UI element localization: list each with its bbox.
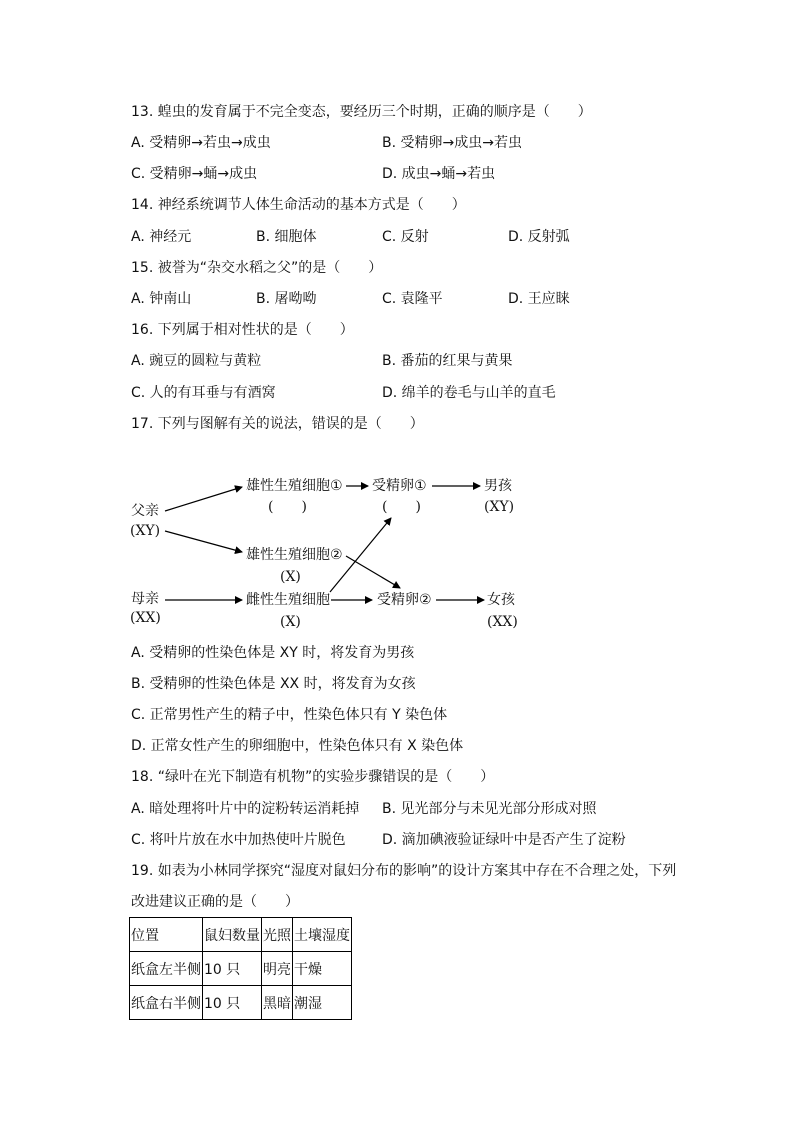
q15-stem: 15. 被誉为“杂交水稻之父”的是（ ） — [131, 260, 383, 276]
q13-option-a: A. 受精卵→若虫→成虫 — [131, 135, 271, 151]
q16-stem: 16. 下列属于相对性状的是（ ） — [131, 322, 354, 338]
q13-option-c: C. 受精卵→蛹→成虫 — [131, 166, 258, 182]
table-row — [130, 986, 352, 1020]
q17-option-d: D. 正常女性产生的卵细胞中，性染色体只有 X 染色体 — [131, 738, 464, 754]
q18-option-c: C. 将叶片放在水中加热使叶片脱色 — [131, 832, 346, 848]
q18-option-a: A. 暗处理将叶片中的淀粉转运消耗掉 — [131, 801, 360, 817]
q18-stem: 18. “绿叶在光下制造有机物”的实验步骤错误的是（ ） — [131, 769, 495, 785]
table-header-cell: 位置 — [130, 918, 203, 952]
male-cell-2-label: 雄性生殖细胞② — [246, 547, 343, 563]
q13-option-d: D. 成虫→蛹→若虫 — [382, 166, 496, 182]
q16-option-d: D. 绵羊的卷毛与山羊的直毛 — [382, 385, 556, 401]
q14-option-c: C. 反射 — [382, 229, 429, 245]
male-cell-1-label: 雄性生殖细胞① — [246, 478, 343, 494]
q14-option-a: A. 神经元 — [131, 229, 192, 245]
table-header-cell: 土壤湿度 — [293, 918, 352, 952]
arrow-father-to-male-cell-2 — [165, 531, 242, 552]
father-genotype: (XY) — [130, 523, 161, 539]
q16-option-c: C. 人的有耳垂与有酒窝 — [131, 385, 276, 401]
mother-genotype: (XX) — [130, 610, 161, 626]
zygote-1-label: 受精卵① — [372, 478, 427, 494]
q16-option-a: A. 豌豆的圆粒与黄粒 — [131, 353, 262, 369]
table-cell: 10 只 — [203, 952, 262, 986]
boy-genotype: (XY) — [484, 499, 515, 515]
q16-option-b: B. 番茄的红果与黄果 — [382, 353, 513, 369]
q18-option-d: D. 滴加碘液验证绿叶中是否产生了淀粉 — [382, 832, 626, 848]
table-header-row — [130, 918, 352, 952]
q17-option-a: A. 受精卵的性染色体是 XY 时，将发育为男孩 — [131, 645, 415, 661]
q17-option-b: B. 受精卵的性染色体是 XX 时，将发育为女孩 — [131, 676, 416, 692]
q18-option-b: B. 见光部分与未见光部分形成对照 — [382, 801, 597, 817]
zygote-1-blank: ( ) — [382, 499, 421, 515]
arrow-father-to-male-cell-1 — [165, 487, 242, 511]
q15-option-d: D. 王应睐 — [508, 291, 570, 307]
table-header-cell: 光照 — [262, 918, 293, 952]
q19-stem-line-1: 19. 如表为小林同学探究“湿度对鼠妇分布的影响”的设计方案其中存在不合理之处，下列 — [131, 863, 677, 879]
table-cell: 干燥 — [293, 952, 352, 986]
table-cell: 明亮 — [262, 952, 293, 986]
male-cell-2-genotype: (X) — [280, 569, 301, 585]
male-cell-1-blank: ( ) — [268, 499, 307, 515]
table-cell: 潮湿 — [293, 986, 352, 1020]
q14-stem: 14. 神经系统调节人体生命活动的基本方式是（ ） — [131, 197, 466, 213]
q14-option-b: B. 细胞体 — [256, 229, 317, 245]
q19-stem-line-2: 改进建议正确的是（ ） — [131, 894, 299, 910]
father-label: 父亲 — [131, 503, 159, 519]
table-header-cell: 鼠妇数量 — [203, 918, 262, 952]
boy-label: 男孩 — [484, 478, 512, 494]
zygote-2-label: 受精卵② — [377, 592, 432, 608]
table-cell: 黑暗 — [262, 986, 293, 1020]
q15-option-b: B. 屠呦呦 — [256, 291, 317, 307]
female-cell-genotype: (X) — [280, 614, 301, 630]
arrow-male-cell-2-to-zygote-2 — [346, 556, 400, 588]
mother-label: 母亲 — [131, 591, 159, 607]
q15-option-c: C. 袁隆平 — [382, 291, 443, 307]
q15-option-a: A. 钟南山 — [131, 291, 192, 307]
q17-option-c: C. 正常男性产生的精子中，性染色体只有 Y 染色体 — [131, 707, 448, 723]
girl-genotype: (XX) — [487, 614, 518, 630]
q17-stem: 17. 下列与图解有关的说法，错误的是（ ） — [131, 416, 424, 432]
table-cell: 10 只 — [203, 986, 262, 1020]
q14-option-d: D. 反射弧 — [508, 229, 570, 245]
q13-stem: 13. 蝗虫的发育属于不完全变态，要经历三个时期，正确的顺序是（ ） — [131, 104, 592, 120]
table-row — [130, 952, 352, 986]
table-cell: 纸盒左半侧 — [130, 952, 203, 986]
female-cell-label: 雌性生殖细胞 — [246, 592, 330, 608]
table-cell: 纸盒右半侧 — [130, 986, 203, 1020]
q13-option-b: B. 受精卵→成虫→若虫 — [382, 135, 522, 151]
girl-label: 女孩 — [487, 592, 515, 608]
experiment-design-table — [129, 917, 352, 1020]
